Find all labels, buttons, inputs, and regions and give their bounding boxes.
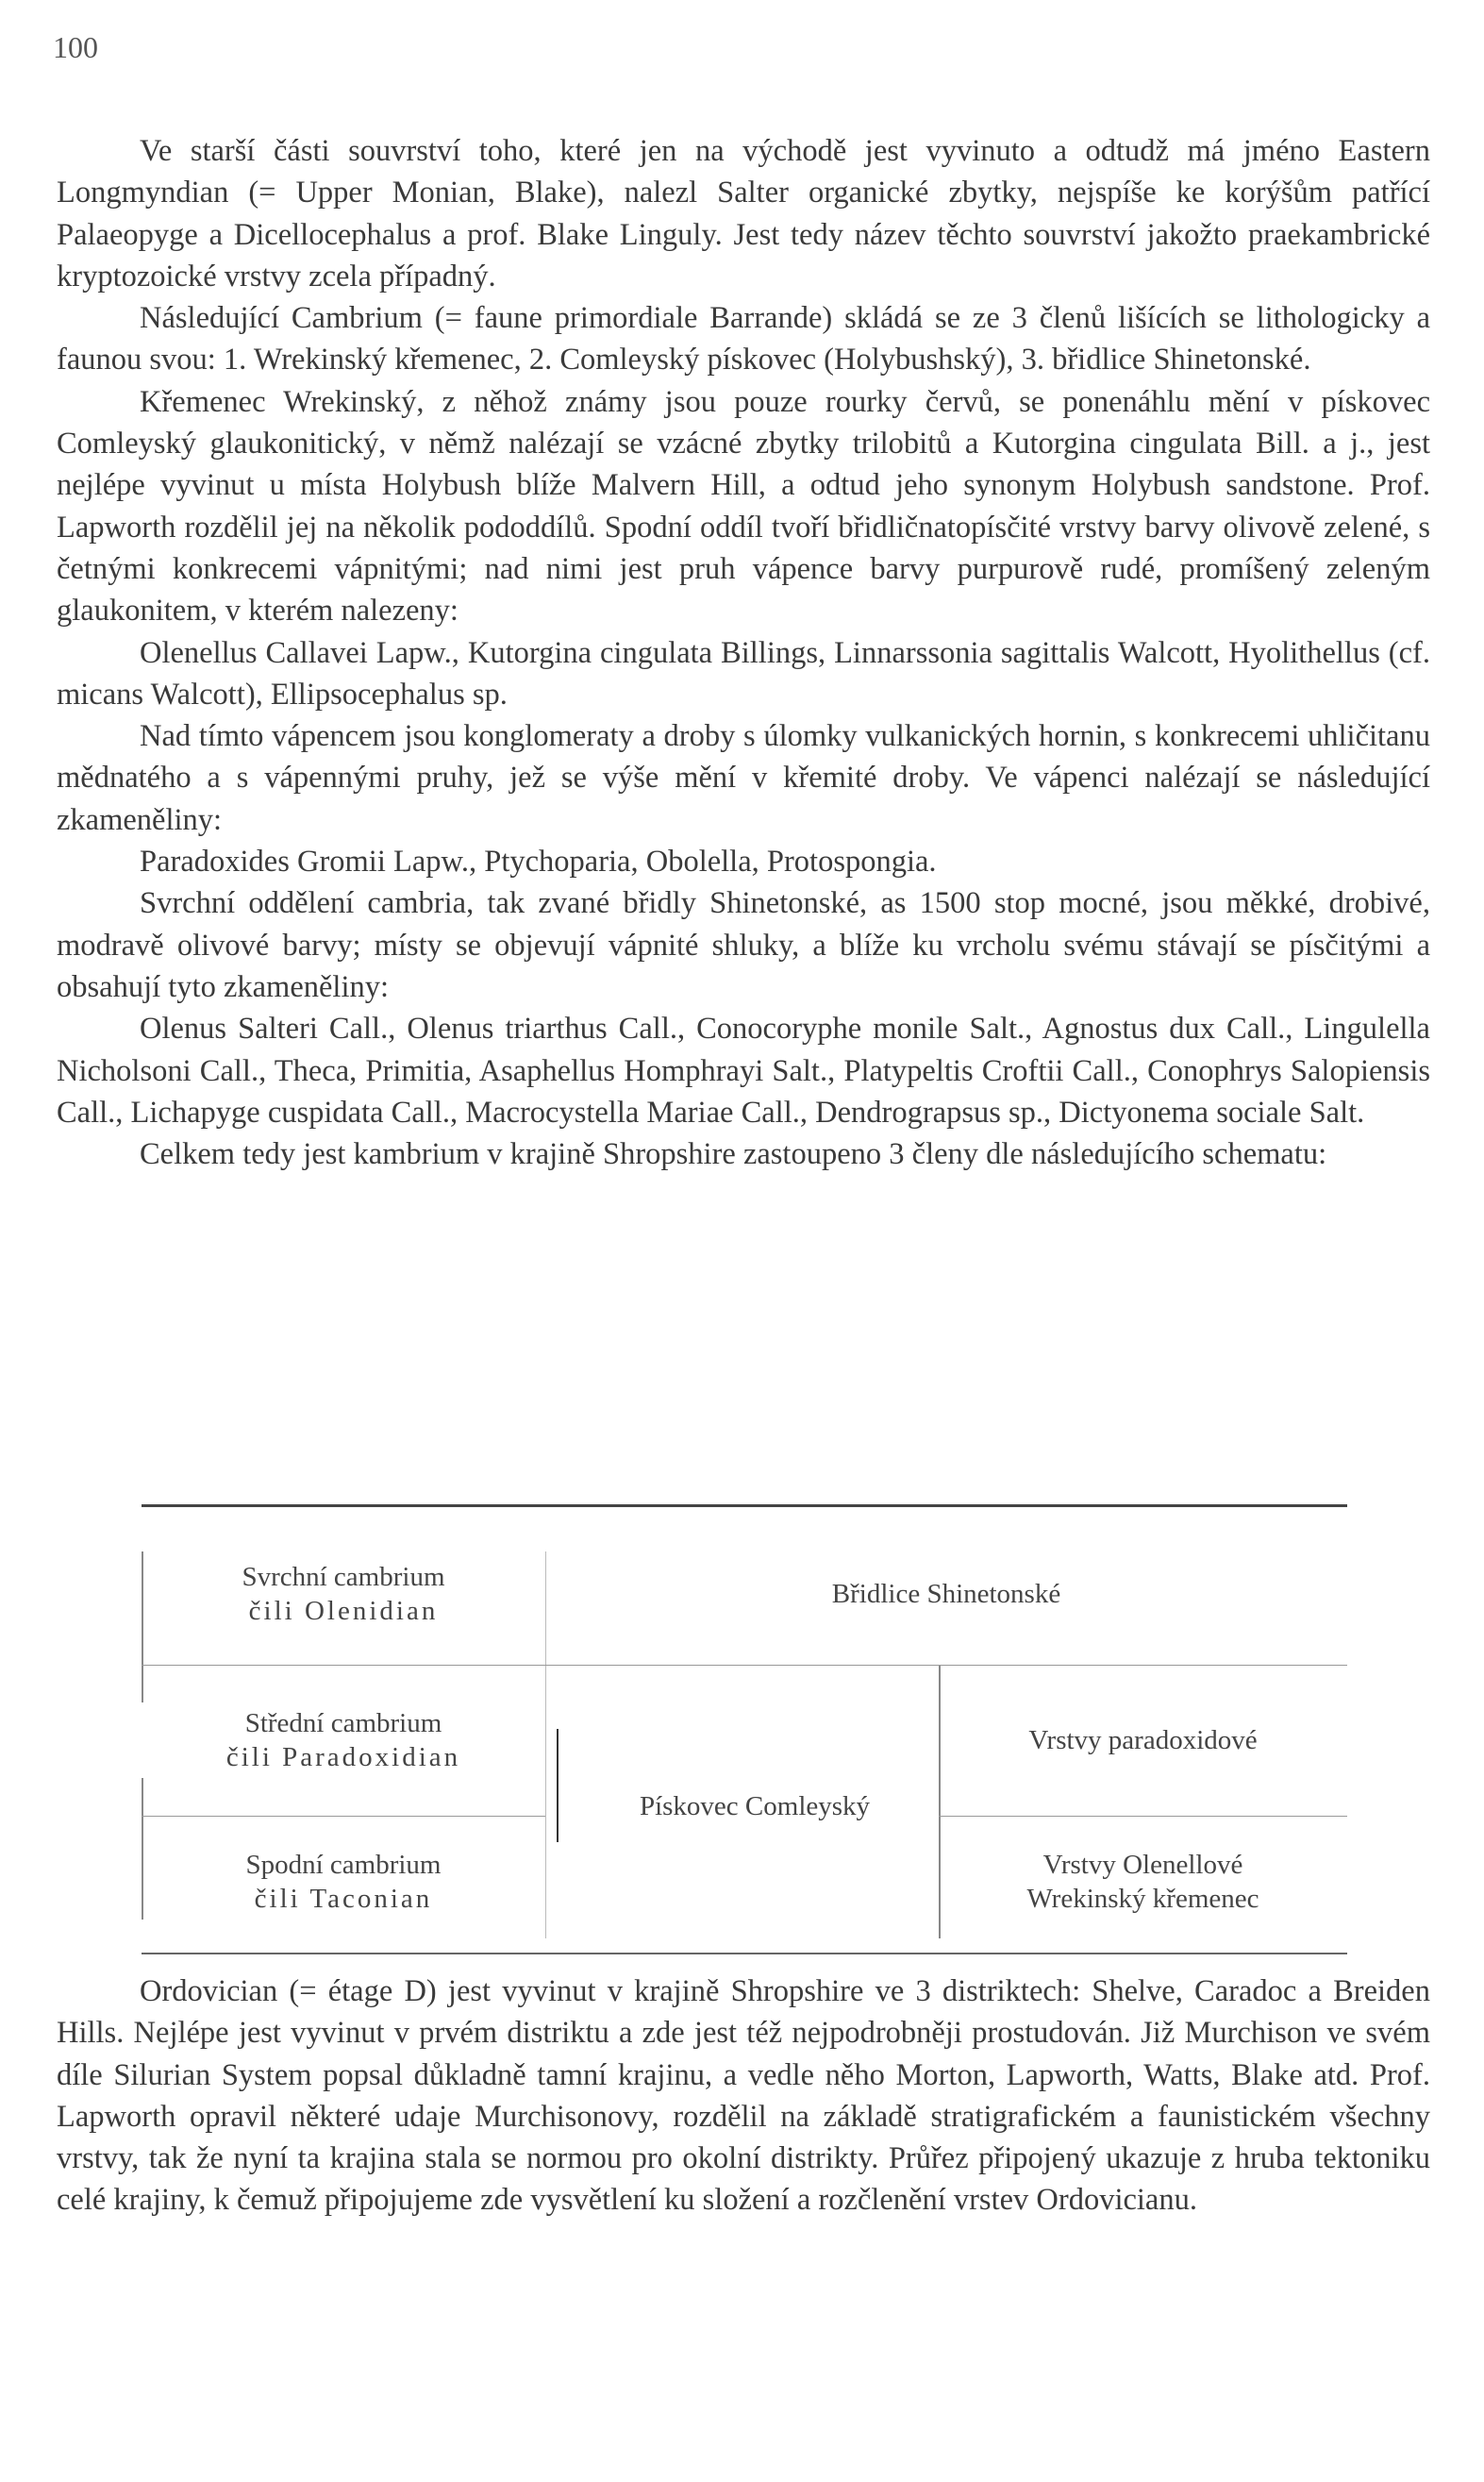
comley-sandstone-cell [571, 1665, 939, 1948]
fossil-list: Olenellus Callavei Lapw., Kutorgina cingulata Billings, Linnarssonia sagittalis Walcott, Hyolithellus (cf. micans Walcott), Ellipsocephalus sp. [57, 635, 1430, 712]
paragraph: Křemenec Wrekinský, z něhož známy jsou pouze rourky červů, se ponenáhlu mění v pískovec Comleyský glaukonitický, v němž nalézají se vzácné zbytky trilobitů a Kutorgina cingulata Bill. a j., jest nejlépe vyvinut u místa Holybush blíže Malvern Hill, a odtud jeho synonym Holybush sandstone. Prof. Lapworth rozdělil jej na několik pododdílů. Spodní oddíl tvoří břidličnatopísčité vrstvy barvy olivově zelené, s četnými konkrecemi vápnitými; nad nimi jest pruh vápence barvy purpurově rudé, promíšený zeleným glaukonitem, v kterém nalezeny: [57, 384, 1430, 629]
olenellus-beds-label: Vrstvy Olenellové [1042, 1850, 1243, 1880]
fossil-list: Olenus Salteri Call., Olenus triarthus Call., Conocoryphe monile Salt., Agnostus dux Call., Lingulella Nicholsoni Call., Theca, Primitia, Asaphellus Homphrayi Salt., Platypeltis Croftii Call., Conophrys Salopiensis Call., Lichapyge cuspidata Call., Macrocystella Mariae Call., Dendrograpsus sp., Dictyonema sociale Salt. [57, 1012, 1430, 1130]
wrekin-quartzite-label: Wrekinský křemenec [1026, 1884, 1259, 1914]
middle-cambrium-name: Střední cambrium [244, 1708, 442, 1738]
body-text-bottom [57, 1971, 1430, 2222]
upper-cambrium-alias: čili Olenidian [248, 1596, 439, 1626]
paragraph: Celkem tedy jest kambrium v krajině Shropshire zastoupeno 3 členy dle následujícího schematu: [140, 1137, 1327, 1172]
paragraph: Následující Cambrium (= faune primordiale Barrande) skládá se ze 3 členů lišících se lithologicky a faunou svou: 1. Wrekinský křemenec, 2. Comleyský pískovec (Holybushský), 3. břidlice Shinetonské. [57, 301, 1430, 377]
paradoxides-beds-cell [939, 1665, 1347, 1816]
lower-cambrium-alias: čili Taconian [254, 1884, 433, 1914]
fossil-list: Paradoxides Gromii Lapw., Ptychoparia, Obolella, Protospongia. [140, 845, 937, 880]
page-number: 100 [53, 30, 98, 64]
cambrium-schema-table [142, 1504, 1347, 1954]
paragraph: Svrchní oddělení cambria, tak zvané břidly Shinetonské, as 1500 stop mocné, jsou měkké, drobivé, modravě olivové barvy; místy se objevují vápnité shluky, a blíže ku vrcholu svému stávají se písčitými a obsahují tyto zkameněliny: [57, 886, 1430, 1004]
lower-cambrium-cell [142, 1816, 545, 1948]
table-top-rule [142, 1504, 1347, 1507]
middle-cambrium-alias: čili Paradoxidian [225, 1742, 461, 1772]
middle-cambrium-cell [142, 1665, 545, 1816]
paragraph: Nad tímto vápencem jsou konglomeraty a droby s úlomky vulkanických hornin, s konkrecemi uhličitanu mědnatého a s vápennými pruhy, jež se výše mění v křemité droby. Ve vápenci nalézají se následující zkameněliny: [57, 719, 1430, 837]
shineton-shale-cell [545, 1523, 1347, 1665]
body-text-top [57, 130, 1430, 1175]
comley-sandstone-label: Pískovec Comleyský [639, 1791, 871, 1821]
paragraph: Ordovician (= étage D) jest vyvinut v krajině Shropshire ve 3 distriktech: Shelve, Caradoc a Breiden Hills. Nejlépe jest vyvinut v prvém distriktu a zde jest též nejpodrobněji prostudován. Již Murchison ve svém díle Silurian System popsal důkladně tamní krajinu, a vedle něho Morton, Lapworth, Watts, Blake atd. Prof. Lapworth opravil některé udaje Murchisonovy, rozdělil na základě stratigrafickém a faunistickém všechny vrstvy, tak že nyní ta krajina stala se normou pro okolní distrikty. Průřez připojený ukazuje z hruba tektoniku celé krajiny, k čemuž připojujeme zde vysvětlení ku složení a rozčlenění vrstev Ordovicianu. [57, 1974, 1430, 2218]
olenellus-beds-cell [939, 1816, 1347, 1948]
paragraph: Ve starší části souvrství toho, které jen na východě jest vyvinuto a odtudž má jméno Eastern Longmyndian (= Upper Monian, Blake), nalezl Salter organické zbytky, nejspíše ke korýšům patřící Palaeopyge a Dicellocephalus a prof. Blake Linguly. Jest tedy název těchto souvrství jakožto praekambrické kryptozoické vrstvy zcela případný. [57, 134, 1430, 293]
upper-cambrium-cell [142, 1523, 545, 1665]
table-bottom-rule [142, 1953, 1347, 1954]
lower-cambrium-name: Spodní cambrium [245, 1850, 442, 1880]
shineton-shale-label: Břidlice Shinetonské [831, 1579, 1061, 1609]
paradoxides-beds-label: Vrstvy paradoxidové [1028, 1725, 1258, 1755]
upper-cambrium-name: Svrchní cambrium [242, 1562, 445, 1592]
brace-mark [557, 1729, 572, 1842]
